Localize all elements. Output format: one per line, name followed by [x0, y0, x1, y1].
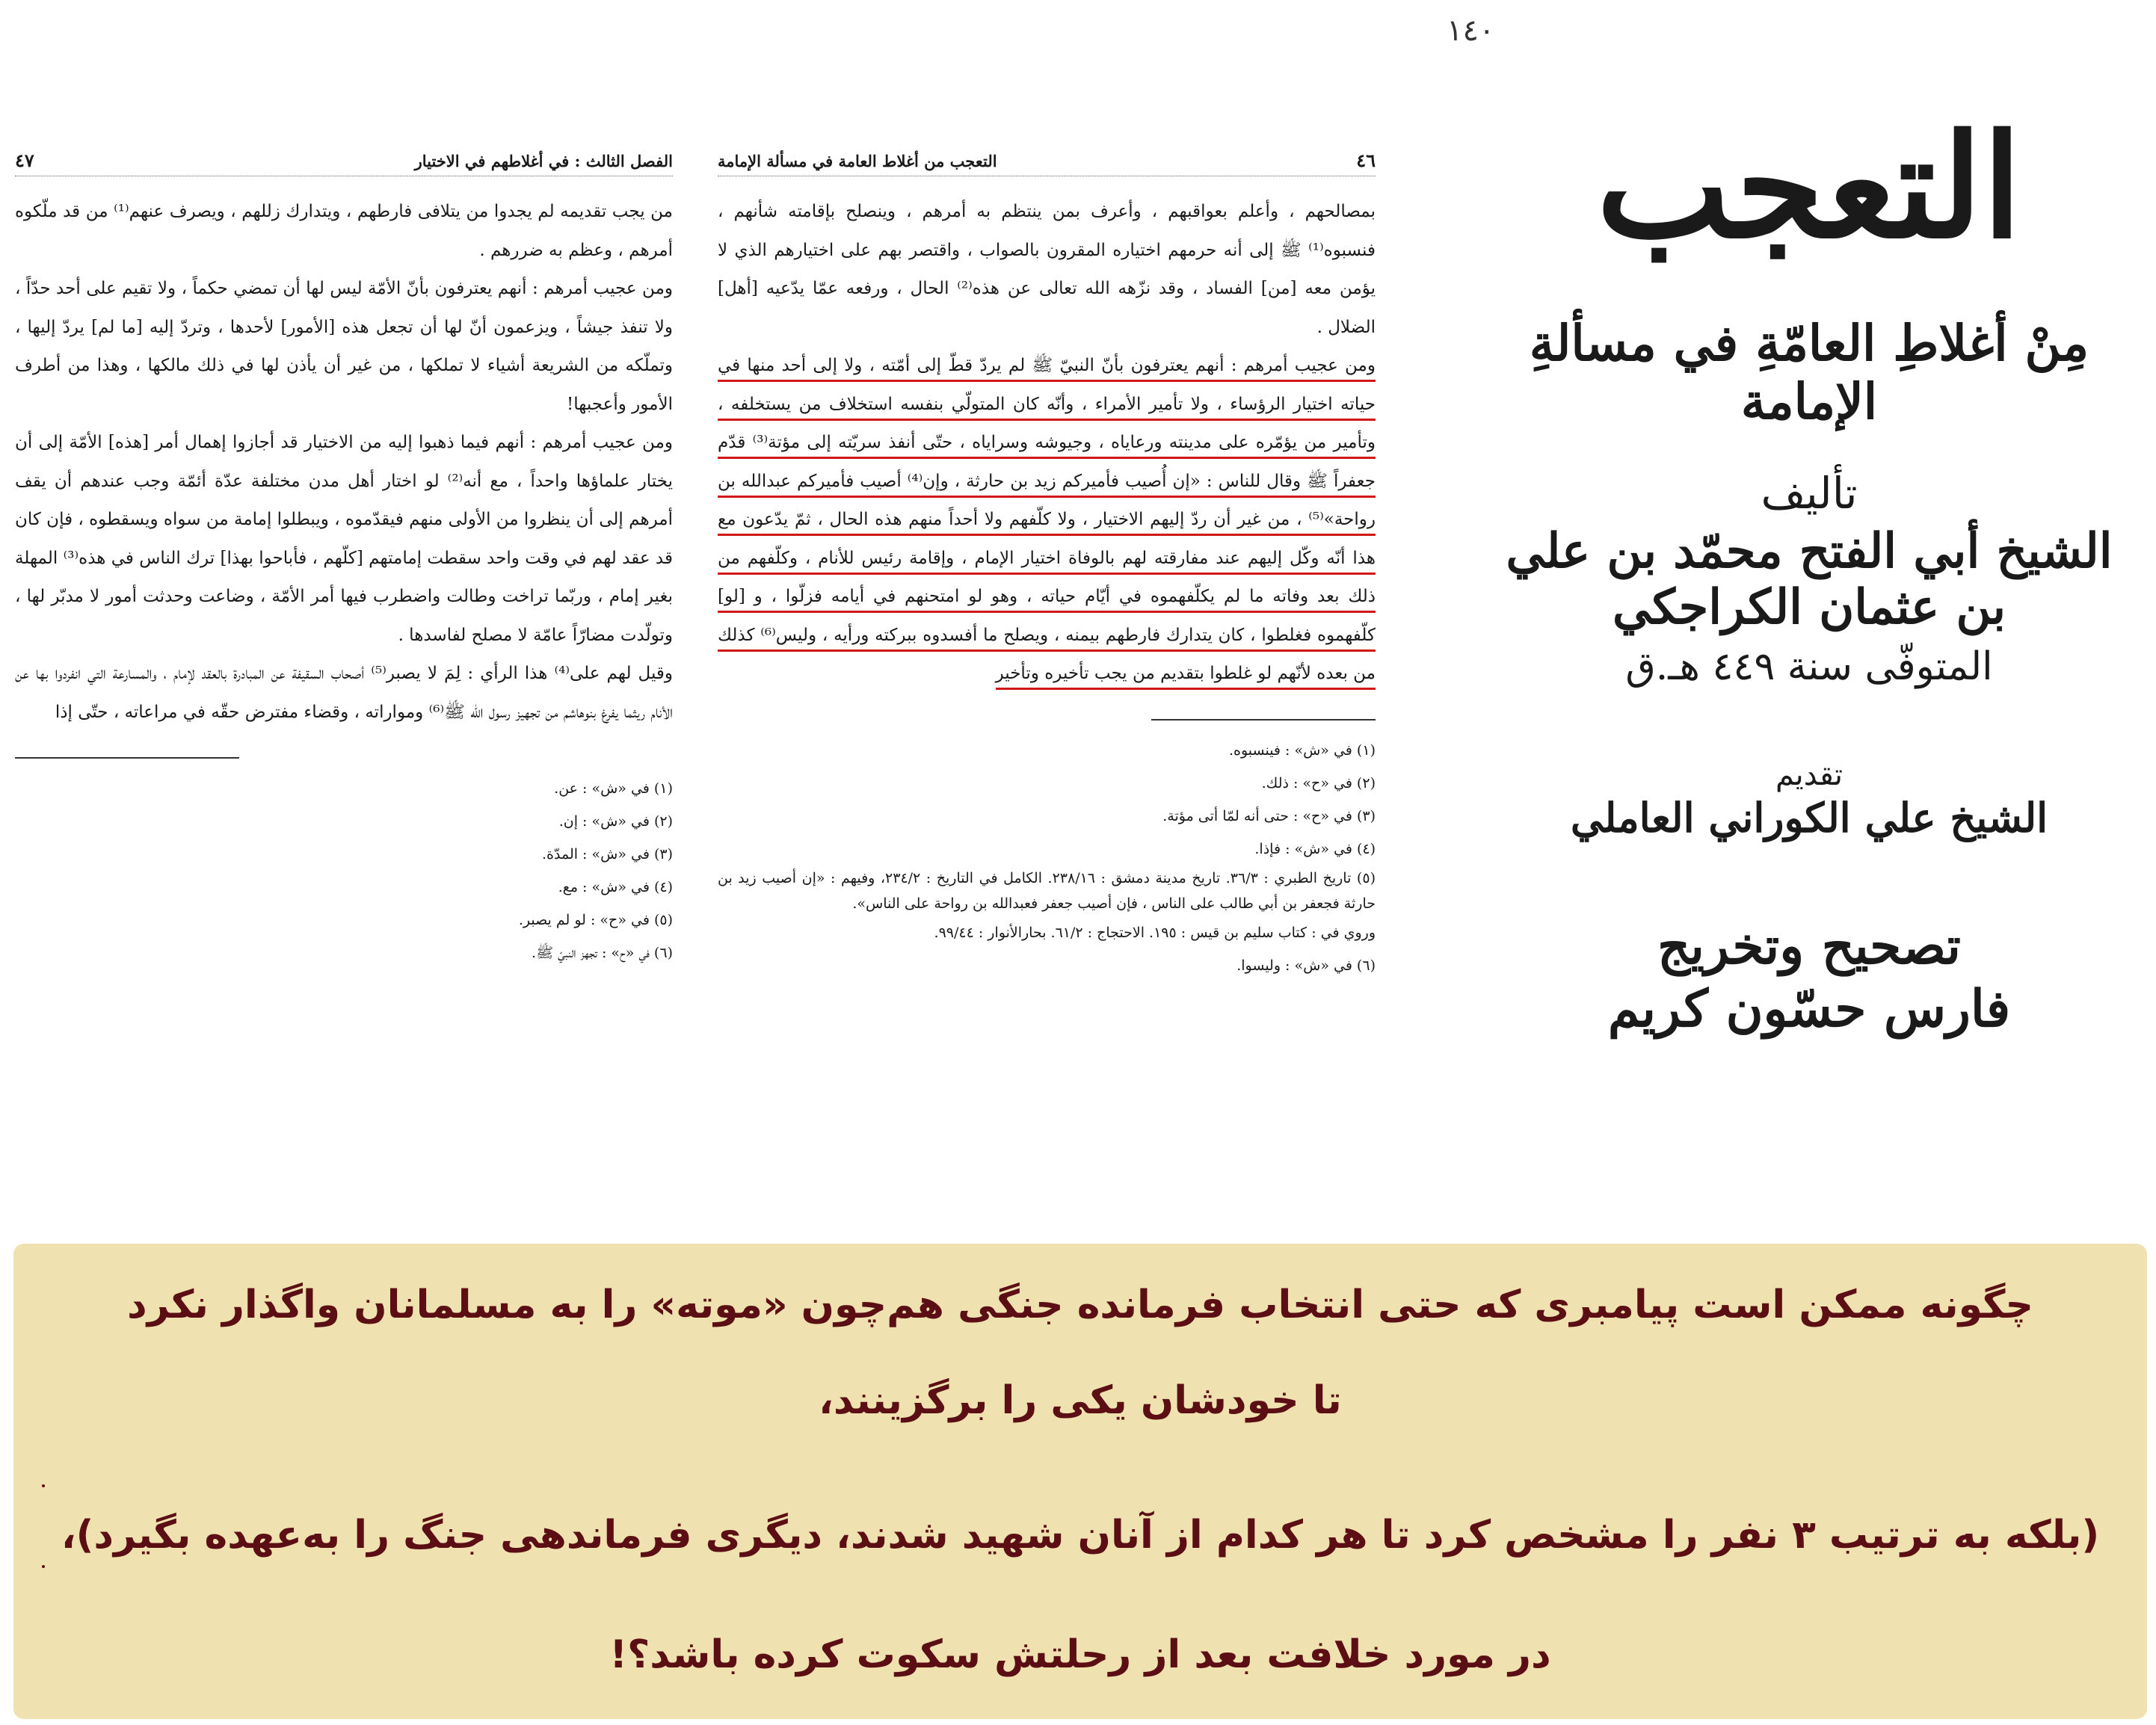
- page-body: [15, 193, 673, 732]
- footnote: (٦) في «ش» : وليسوا.: [1236, 957, 1376, 974]
- page-number: ٤٧: [15, 149, 34, 171]
- highlighted-paragraph: [718, 347, 1376, 694]
- preface-author: الشيخ علي الكوراني العاملي: [1570, 794, 2048, 842]
- caption-line: تا خودشان یکی را برگزینند،: [819, 1378, 1342, 1423]
- authored-by-label: تأليف: [1761, 468, 1858, 519]
- red-underlined-text: ومن عجيب أمرهم : أنهم يعترفون بأنّ النبيّ ﷺ لم يردّ قطّ إلى أمّته ، ولا إلى أحد منها في حياته اختيار الرؤساء ، ولا تأمير الأمراء ، وأنّه كان المتولّي بنفسه استخلاف من يستخلفه ، وتأمير من يؤمّره على مدينته ورعاياه ، وجيوشه وسراياه ، حتّى أنفذ سريّته إلى مؤتة⁽³⁾ قدّم جعفراً ﷺ وقال للناس : «إن أُصيب فأميركم زيد بن حارثة ، وإن⁽⁴⁾ أصيب فأميركم عبدالله بن رواحة»⁽⁵⁾ ، من غير أن ردّ إليهم الاختيار ، ولا كلّفهم ولا أحداً منهم هذه الحال ، ثمّ يدّعون مع هذا أنّه وكّل إليهم عند مفارقته لهم بالوفاة اختيار الإمام ، وإقامة رئيس للأنام ، وكلّفهم من ذلك بعد وفاته ما لم يكلّفهموه في أيّام حياته ، وهو لو امتحنهم في أيامه فزلّوا ، و [لو] كلّفهموه فغلطوا ، كان يتدارك فارطهم بيمنه ، ويصلح ما أفسدوه ببركته ورأيه ، وليس⁽⁶⁾ كذلك من بعده لأنّهم لو غلطوا بتقديم من يجب تأخيره وتأخير: [718, 356, 1376, 690]
- page-corner-mark: ١٤٠: [1447, 13, 1495, 48]
- decorative-dot: [42, 1484, 45, 1487]
- footnote-divider: [15, 757, 239, 759]
- footnote: (٣) في «ح» : حتى أنه لمّا أتى مؤتة.: [1162, 807, 1376, 824]
- author-name: الشيخ أبي الفتح محمّد بن علي بن عثمان الكراجكي: [1506, 523, 2113, 635]
- editor-name: فارس حسّون كريم: [1607, 979, 2011, 1039]
- page-number: ٤٦: [1356, 149, 1376, 171]
- footnote: (٦) في «ح» : تجهز النبيّ ﷺ.: [532, 945, 673, 961]
- running-head-title: التعجب من أغلاط العامة في مسألة الإمامة: [718, 152, 997, 170]
- book-title-page: [1480, 45, 2138, 1211]
- footnote: (٤) في «ش» : مع.: [558, 879, 673, 895]
- caption-line: در مورد خلافت بعد از رحلتش سکوت کرده باشد؟!: [609, 1632, 1551, 1677]
- running-header: [15, 149, 673, 176]
- footnote: (٢) في «ش» : إن.: [558, 813, 673, 830]
- paragraph: ومن عجيب أمرهم : أنهم فيما ذهبوا إليه من الاختيار قد أجازوا إهمال أمر [هذه] الأمّة إلى أن يختار علماؤها واحداً ، مع أنه⁽²⁾ لو اختار أهل مدن مختلفة عدّة أئمّة وجب عندهم أن يقف أمرهم إلى أن ينظروا من الأولى منهم فيقدّموه ، ويبطلوا إمامة من سواه ويسقطوه ، فإن كان قد عقد لهم في وقت واحد سقطت إمامتهم [كلّهم ، فأباحوا بهذا] ترك الناس في هذه⁽³⁾ المهلة بغير إمام ، وربّما تراخت وطالت واضطرب فيها أمر الأمّة ، وضاعت وحدثت أمور لا مدبّر لها ، وتولّدت مضارّاً عامّة لا مصلح لفاسدها .: [15, 433, 674, 645]
- page-body: [718, 193, 1376, 694]
- paragraph: وقيل لهم على⁽⁴⁾ هذا الرأي : لِمَ لا يصبر⁽⁵⁾ أصحاب السقيفة عن المبادرة بالعقد لإمام ، والمسارعة التي انفردوا بها عن الأنام ريثما يفرغ بنوهاشم من تجهيز رسول الله ﷺ⁽⁶⁾ ومواراته ، وقضاء مفترض حقّه في مراعاته ، حتّى إذا: [15, 664, 673, 722]
- footnote: (٤) في «ش» : فإذا.: [1254, 840, 1376, 857]
- footnote: (١) في «ش» : عن.: [554, 780, 673, 797]
- footnote: (٢) في «ح» : ذلك.: [1261, 774, 1376, 791]
- paragraph: من يجب تقديمه لم يجدوا من يتلافى فارطهم ، ويتدارك زللهم ، ويصرف عنهم⁽¹⁾ من قد ملّكوه أمرهم ، وعظم به ضررهم .: [15, 202, 674, 260]
- persian-caption-box: [13, 1244, 2147, 1719]
- paragraph: بمصالحهم ، وأعلم بعواقبهم ، وأعرف بمن ينتظم به أمرهم ، وينصلح بإقامته شأنهم ، فنسبوه⁽¹⁾ ﷺ إلى أنه حرمهم اختياره المقرون بالصواب ، واقتصر بهم على اختيارهم الذي لا يؤمن معه [من] الفساد ، وقد نزّهه الله تعالى عن هذه⁽²⁾ الحال ، ورفعه عمّا يدّعيه [أهل] الضلال .: [718, 202, 1376, 337]
- footnote: (٥) تاريخ الطبري : ٣٦/٣. تاريخ مدينة دمشق : ٢٣٨/١٦. الكامل في التاريخ : ٢٣٤/٢، وفيهم : «إن أصيب زيد بن حارثة فجعفر بن أبي طالب على الناس ، فإن أصيب جعفر فعبدالله بن رواحة على الناس».: [718, 869, 1376, 912]
- footnote: وروي في : كتاب سليم بن قيس : ١٩٥. الاحتجاج : ٦١/٢. بحارالأنوار : ٩٩/٤٤.: [934, 924, 1376, 941]
- decorative-dot: [42, 1565, 45, 1568]
- footnote: (١) في «ش» : فينسبوه.: [1228, 741, 1376, 759]
- footnote-divider: [1151, 719, 1376, 720]
- paragraph: ومن عجيب أمرهم : أنهم يعترفون بأنّ الأمّة ليس لها أن تمضي حكماً ، ولا تقيم على أحد حدّاً ، ولا تنفذ جيشاً ، ويزعمون أنّ لها أن تجعل هذه [الأمور] لأحدها ، وتردّ إليه [ما لم] يردّ إليها ، وتملّكه من الشريعة أشياء لا تملكها ، من غير أن يأذن لها في ذلك مالكها ، وهذا من أطرف الأمور وأعجبها!: [15, 279, 674, 414]
- footnotes: [15, 772, 673, 969]
- book-page-47: [15, 149, 673, 1211]
- running-header: [718, 149, 1376, 176]
- book-title: التعجب: [1596, 103, 2022, 270]
- footnotes: [718, 734, 1376, 982]
- caption-line: (بلکه به ترتیب ۳ نفر را مشخص کرد تا هر کدام از آنان شهید شدند، دیگری فرماندهی جنگ را به‌عهده بگیرد)،: [61, 1513, 2100, 1558]
- preface-label: تقديم: [1775, 758, 1844, 792]
- author-death-date: المتوفّى سنة ٤٤٩ هـ.ق: [1625, 644, 1993, 689]
- book-subtitle: مِنْ أغلاطِ العامّةِ في مسألةِ الإمامة: [1529, 314, 2089, 431]
- running-head-title: الفصل الثالث : في أغلاطهم في الاختيار: [414, 152, 673, 170]
- footnote: (٥) في «ح» : لو لم يصبر.: [518, 912, 673, 928]
- footnote: (٣) في «ش» : المدّة.: [542, 846, 673, 862]
- caption-line: چگونه ممکن است پیامبری که حتی انتخاب فرمانده جنگی هم‌چون «موته» را به مسلمانان واگذار نکرد: [127, 1283, 2033, 1327]
- edit-label: تصحيح وتخريج: [1657, 916, 1961, 976]
- book-page-46: [718, 149, 1376, 1211]
